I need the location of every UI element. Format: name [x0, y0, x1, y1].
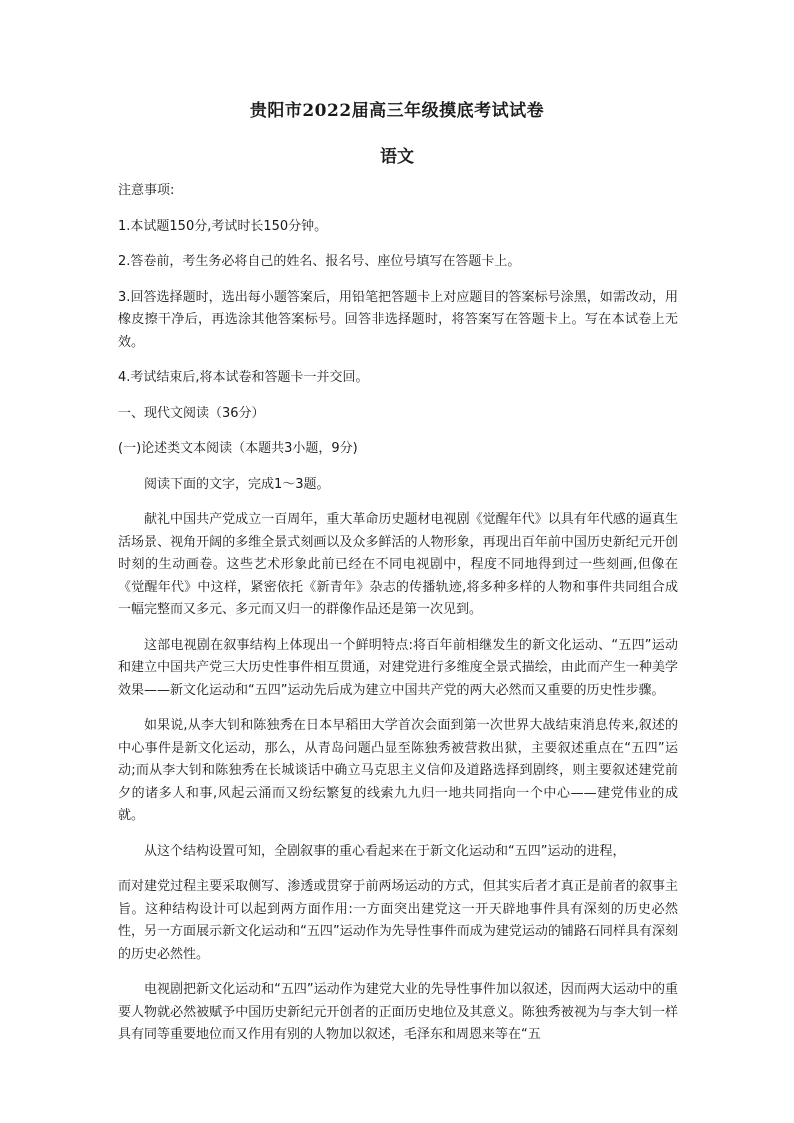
passage-paragraph-1: 献礼中国共产党成立一百周年，重大革命历史题材电视剧《觉醒年代》以具有年代感的逼真生活场景、视角开阔的多维全景式刻画以及众多鲜活的人物形象，再现出百年前中国历史新纪元开创时刻的生动画卷。这些艺术形象此前已经在不同电视剧中，程度不同地得到过一些刻画,但像在《觉醒年代》中这样，紧密依托《新青年》杂志的传播轨迹,将多种多样的人物和事件共同组合成一幅完整而又多元、多元而又归一的群像作品还是第一次见到。 [118, 512, 678, 617]
notice-item-4: 4.考试结束后,将本试卷和答题卡一并交回。 [118, 370, 369, 385]
passage-paragraph-4: 从这个结构设置可知，全剧叙事的重心看起来在于新文化运动和“五四”运动的进程， [144, 843, 626, 859]
notice-item-2: 2.答卷前，考生务必将自己的姓名、报名号、座位号填写在答题卡上。 [118, 254, 521, 269]
document-title: 贵阳市2022届高三年级摸底考试试卷 [249, 101, 545, 121]
subsection-heading: (一)论述类文本阅读（本题共3小题，9分) [118, 441, 358, 456]
reading-instruction: 阅读下面的文字，完成1～3题。 [144, 476, 330, 492]
notice-item-1: 1.本试题150分,考试时长150分钟。 [118, 218, 328, 234]
subject-title: 语文 [380, 147, 414, 167]
notice-heading: 注意事项: [118, 183, 175, 198]
passage-paragraph-3: 如果说,从李大钊和陈独秀在日本早稻田大学首次会面到第一次世界大战结束消息传来,叙述的中心事件是新文化运动，那么，从青岛问题凸显至陈独秀被营救出狱，主要叙述重点在“五四”运动;而从李大钊和陈独秀在长城谈话中确立马克思主义信仰及道路选择到剧终，则主要叙述建党前夕的诸多人和事,风起云涌而又纷纭繁复的线索九九归一地共同指向一个中心——建党伟业的成就。 [118, 718, 678, 823]
passage-paragraph-6: 电视剧把新文化运动和“五四”运动作为建党大业的先导性事件加以叙述，因而两大运动中的重要人物就必然被赋予中国历史新纪元开创者的正面历史地位及其意义。陈独秀被视为与李大钊一样具有同等重要地位而又作用有别的人物加以叙述，毛泽东和周恩来等在“五 [118, 982, 678, 1042]
section-heading: 一、现代文阅读（36分） [118, 405, 265, 421]
notice-item-3: 3.回答选择题时，选出每小题答案后，用铅笔把答题卡上对应题目的答案标号涂黑，如需改动，用橡皮擦干净后，再选涂其他答案标号。回答非选择题时，将答案写在答题卡上。写在本试卷上无效。 [118, 289, 678, 350]
passage-paragraph-2: 这部电视剧在叙事结构上体现出一个鲜明特点:将百年前相继发生的新文化运动、“五四”运动和建立中国共产党三大历史性事件相互贯通，对建党进行多维度全景式描绘，由此而产生一种美学效果——新文化运动和“五四”运动先后成为建立中国共产党的两大必然而又重要的历史性步骤。 [118, 637, 678, 698]
document-body [118, 180, 678, 1060]
passage-paragraph-5: 而对建党过程主要采取侧写、渗透或贯穿于前两场运动的方式，但其实后者才真正是前者的叙事主旨。这种结构设计可以起到两方面作用:一方面突出建党这一开天辟地事件具有深刻的历史必然性，另一方面展示新文化运动和“五四”运动作为先导性事件而成为建党运动的铺路石同样具有深刻的历史必然性。 [118, 879, 678, 962]
